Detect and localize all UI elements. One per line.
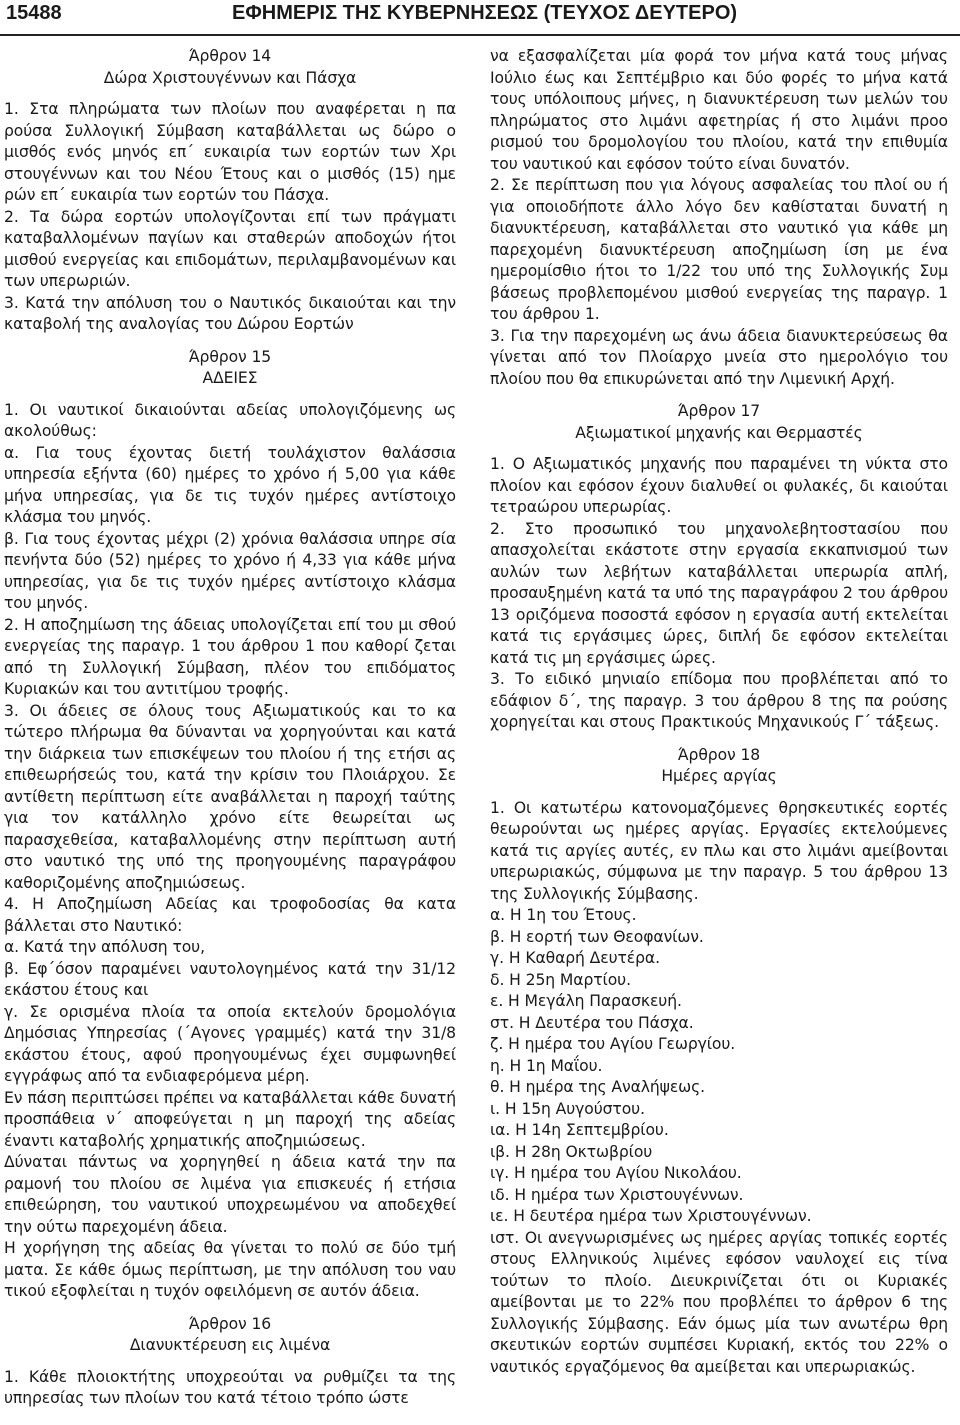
holiday-item: α. Η 1η του Έτους. xyxy=(490,906,637,924)
paragraph: α. Κατά την απόλυση του, xyxy=(4,938,205,956)
paragraph: 1. Στα πληρώματα των πλοίων που αναφέρεται η πα ρούσα Συλλογική Σύμβαση καταβάλλεται ως δώρο ο μισθός ενός μηνός επ΄ ευκαιρία των εορτών των Χρι στουγέννων και του Νέου Έτους και ο μισθός (15) ημε ρών επ΄ ευκαιρία των εορτών του Πάσχα. xyxy=(4,100,456,204)
holiday-item: ε. Η Μεγάλη Παρασκευή. xyxy=(490,992,682,1010)
paragraph: γ. Σε ορισμένα πλοία τα οποία εκτελούν δρομολόγια Δημόσιας Υπηρεσίας (΄Αγονες γραμμές) κατά την 31/8 εκάστου έτους, αφού προηγουμένως έχει συμφωνηθεί εγγράφως από τα ενδιαφερόμενα μέρη. xyxy=(4,1002,456,1085)
holiday-item: η. Η 1η Μαΐου. xyxy=(490,1056,603,1075)
paragraph: Η χορήγηση της αδείας θα γίνεται το πολύ σε δύο τμή ματα. Σε κάθε όμως περίπτωση, με την απόλυση του ναυ τικού εξοφλείται η τυχόν οφειλόμενη σε αυτόν άδεια. xyxy=(4,1239,456,1300)
paragraph: β. Για τους έχοντας μέχρι (2) χρόνια θαλάσσια υπηρε σία πενήντα δύο (52) ημέρες το χρόνο ή 4,33 για κάθε μήνα υπηρεσίας, για δε τις τυχόν ημέρες αντίστοιχο κλάσμα του μηνός. xyxy=(4,529,456,612)
holiday-item: β. Η εορτή των Θεοφανίων. xyxy=(490,927,704,946)
article-number: Άρθρον 17 xyxy=(677,402,761,420)
article-title: Διανυκτέρευση εις λιμένα xyxy=(129,1336,331,1354)
paragraph: 3. Το ειδικό μηνιαίο επίδομα που προβλέπεται από το εδάφιον δ΄, της παραγρ. 3 του άρθρου 8 της πα ρούσης χορηγείται και στους Πρακτικούς Μηχανικούς Γ΄ τάξεως. xyxy=(490,670,948,731)
article-title: Ημέρες αργίας xyxy=(661,767,777,785)
paragraph: 2. Σε περίπτωση που για λόγους ασφαλείας του πλοί ου ή για οποιοδήποτε άλλο λόγο δεν καθίσταται δυνατή η διανυκτέρευση, καταβάλλεται στο ναυτικό για κάθε μη παρεχομένη διανυκτέρευση αποζημίωση ίση με ένα ημερομίσθιο ήτοι το 1/22 του υπό της Συλλογικής Συμ βάσεως προβλεπομένου μισθού ενεργείας της παραγρ. 1 του άρθρου 1. xyxy=(490,176,948,323)
article-title: Δώρα Χριστουγέννων και Πάσχα xyxy=(103,68,357,87)
holiday-item: ιβ. Η 28η Οκτωβρίου xyxy=(490,1142,653,1161)
paragraph: 1. Οι κατωτέρω κατονομαζόμενες θρησκευτικές εορτές θεωρούνται ως ημέρες αργίας. Εργασίες εκτελούμενες κατά τις αργίες αυτές, εν πλω και στο λιμάνι αμείβονται υπερωριακώς, σύμφωνα με την παραγρ. 5 του άρθρου 13 της Συλλογικής Σύμβασης. xyxy=(490,798,948,903)
paragraph: 2. Στο προσωπικό του μηχανολεβητοστασίου που απασχολείται εκάστοτε στην εργασία εκκαπνισμού των αυλών των λεβήτων καταβάλλεται υπερωρία απλή, προσαυξημένη κατά τα υπό της παραγράφου 2 του άρθρου 13 οριζόμενα ποσοστά εφόσον η εργασία αυτή εκτελείται κατά τις εργάσιμες ώρες, διπλή δε εφόσον εκτελείται κατά τις μη εργάσιμες ώρες. xyxy=(490,519,948,667)
paragraph: να εξασφαλίζεται μία φορά τον μήνα κατά τους μήνας Ιούλιο έως και Σεπτέμβριο και δύο φορές το μήνα κατά τους υπόλοιπους μήνες, η διανυκτέρευση των μελών του πληρώματος στο λιμάνι αφετηρίας ή στο λιμάνι προο ρισμού του δρομολογίου του πλοίου, κατά την επιθυμία του ναυτικού και εφόσον τούτο είναι δυνατόν. xyxy=(490,47,948,173)
paragraph: 1. Οι ναυτικοί δικαιούνται αδείας υπολογιζόμενης ως ακολούθως: xyxy=(4,400,456,440)
article-14-heading xyxy=(4,46,456,89)
article-title: Αξιωματικοί μηχανής και Θερμαστές xyxy=(575,423,863,442)
article-number: Άρθρον 15 xyxy=(188,347,272,366)
left-column xyxy=(4,46,456,1425)
holiday-item: ζ. Η ημέρα του Αγίου Γεωργίου. xyxy=(490,1035,736,1053)
holiday-item: ιγ. Η ημέρα του Αγίου Νικολάου. xyxy=(490,1164,742,1182)
page-header xyxy=(0,0,960,36)
holiday-item: θ. Η ημέρα της Αναλήψεως. xyxy=(490,1078,706,1096)
article-15-heading xyxy=(4,347,456,390)
holiday-item: ιδ. Η ημέρα των Χριστουγέννων. xyxy=(490,1185,744,1204)
paragraph: 3. Κατά την απόλυση του ο Ναυτικός δικαιούται και την καταβολή της αναλογίας του Δώρου Εορτών xyxy=(4,293,456,333)
paragraph: 4. Η Αποζημίωση Αδείας και τροφοδοσίας θα κατα βάλλεται στο Ναυτικό: xyxy=(4,895,456,935)
paragraph: β. Εφ΄όσον παραμένει ναυτολογημένος κατά την 31/12 εκάστου έτους και xyxy=(4,959,456,999)
paragraph: 3. Οι άδειες σε όλους τους Αξιωματικούς και το κα τώτερο πλήρωμα θα δύνανται να χορηγούνται και κατά την διάρκεια των επισκέψεων του πλοίου ή της ετήσι ας επιθεωρήσεώς του, κατά την κρίσιν του Πλοιάρχου. Σε αντίθετη περίπτωση είτε αναβάλλεται η παροχή ταύτης για τον κατάλληλο χρόνο είτε θεωρείται ως παρασχεθείσα, καταβαλλομένης στην περίπτωση αυτή στο ναυτικό της υπό της προηγουμένης παραγράφου καθοριζομένης αποζημιώσεως. xyxy=(4,701,456,892)
article-16-heading xyxy=(4,1314,456,1357)
paragraph: 2. Τα δώρα εορτών υπολογίζονται επί των πράγματι καταβαλλομένων παγίων και σταθερών αποδοχών ήτοι μισθού ενεργείας και επιδομάτων, περιλαμβανομένων και των υπερωριών. xyxy=(4,207,456,290)
holiday-item: δ. Η 25η Μαρτίου. xyxy=(490,970,631,989)
paragraph: 1. Κάθε πλοιοκτήτης υποχρεούται να ρυθμίζει τα της υπηρεσίας των πλοίων του κατά τέτοιο τρόπο ώστε xyxy=(4,1367,456,1407)
holiday-item: γ. Η Καθαρή Δευτέρα. xyxy=(490,949,660,967)
gazette-title: ΕΦΗΜΕΡΙΣ ΤΗΣ ΚΥΒΕΡΝΗΣΕΩΣ (ΤΕΥΧΟΣ ΔΕΥΤΕΡΟ) xyxy=(232,2,738,24)
article-title: ΑΔΕΙΕΣ xyxy=(202,369,258,387)
article-number: Άρθρον 18 xyxy=(677,745,761,764)
article-number: Άρθρον 16 xyxy=(188,1314,272,1333)
holiday-item: ιε. Η δευτέρα ημέρα των Χριστουγέννων. xyxy=(490,1207,812,1225)
paragraph: α. Για τους έχοντας διετή τουλάχιστον θαλάσσια υπηρεσία εξήντα (60) ημέρες το χρόνο ή 5,00 για κάθε μήνα υπηρεσίας, για δε τις τυχόν ημέρες αντίστοιχο κλάσμα του μηνός. xyxy=(4,443,456,526)
article-17-heading xyxy=(490,401,948,444)
paragraph: 1. Ο Αξιωματικός μηχανής που παραμένει τη νύκτα στο πλοίον και εφόσον έχουν διαλυθεί οι φυλακές, δι καιούται τετραώρου υπερωρίας. xyxy=(490,455,948,516)
article-18-heading xyxy=(490,745,948,788)
holiday-item: ια. Η 14η Σεπτεμβρίου. xyxy=(490,1121,669,1139)
right-column xyxy=(490,46,948,1425)
paragraph: 3. Για την παρεχομένη ως άνω άδεια διανυκτερεύσεως θα γίνεται από τον Πλοίαρχο μνεία στο ημερολόγιο του πλοίου που θα επικυρώνεται από την Λιμενική Αρχή. xyxy=(490,326,948,388)
paragraph: Δύναται πάντως να χορηγηθεί η άδεια κατά την πα ραμονή του πλοίου σε λιμένα για επισκευές ή ετήσια επιθεώρηση, του ναυτικού υποχρεωμένου να αποδεχθεί την ούτω παρεχομένη άδεια. xyxy=(4,1153,456,1236)
paragraph: 2. Η αποζημίωση της άδειας υπολογίζεται επί του μι σθού ενεργείας της παραγρ. 1 του άρθρου 1 που καθορί ζεται από τη Συλλογική Σύμβαση, πλέον του επιδόματος Κυριακών και του αντιτίμου τροφής. xyxy=(4,615,456,698)
page-number: 15488 xyxy=(6,2,62,24)
holiday-item: στ. Η Δευτέρα του Πάσχα. xyxy=(490,1013,694,1032)
paragraph: ιστ. Οι ανεγνωρισμένες ως ημέρες αργίας τοπικές εορτές στους Ελληνικούς λιμένες εφόσον ναυλοχεί εις τίνα τούτων το πλοίο. Διευκρινίζεται ότι οι Κυριακές αμείβονται με το 22% που προβλέπει το άρθρον 6 της Συλλογικής Σύμβασης. Εάν όμως μία των ανωτέρω θρη σκευτικών εορτών συμπέσει Κυριακή, εκτός του 22% ο ναυτικός εργαζόμενος θα αμείβεται και υπερωριακώς. xyxy=(490,1228,948,1376)
article-number: Άρθρον 14 xyxy=(188,47,272,65)
holiday-item: ι. Η 15η Αυγούστου. xyxy=(490,1099,645,1118)
paragraph: Εν πάση περιπτώσει πρέπει να καταβάλλεται κάθε δυνατή προσπάθεια ν΄ αποφεύγεται η μη παροχή της αδείας έναντι καταβολής χρηματικής αποζημιώσεως. xyxy=(4,1088,456,1150)
